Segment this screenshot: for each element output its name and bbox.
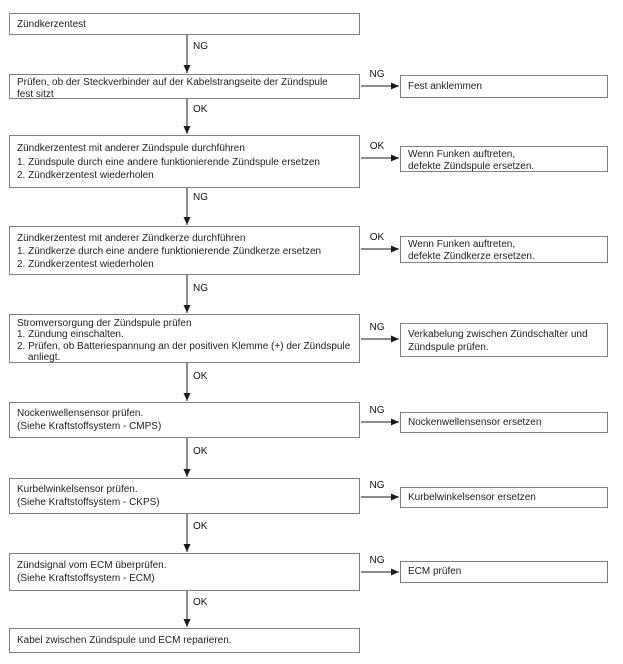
step-line: (Siehe Kraftstoffsystem - CKPS)	[17, 497, 160, 508]
step-line: fest sitzt	[17, 89, 54, 100]
vertical-connector-label: OK	[193, 521, 208, 532]
horizontal-connector-label: OK	[369, 141, 385, 152]
vertical-connector-label: OK	[193, 446, 208, 457]
horizontal-connector-label: NG	[369, 555, 385, 566]
step-test-andere-zuendspule	[9, 135, 360, 188]
result-line: Fest anklemmen	[408, 81, 482, 92]
step-line: (Siehe Kraftstoffsystem - CMPS)	[17, 421, 162, 432]
step-line: Zündsignal vom ECM überprüfen.	[17, 560, 167, 571]
horizontal-connector-label: NG	[369, 322, 385, 333]
step-nockenwellensensor-pruefen	[9, 402, 360, 438]
step-line: 1. Zündung einschalten.	[17, 329, 124, 341]
step-line: anliegt.	[28, 352, 61, 364]
result-fest-anklemmen	[400, 75, 608, 98]
vertical-connector-label: NG	[193, 192, 208, 203]
vertical-connector-label: NG	[193, 41, 208, 52]
result-verkabelung-pruefen	[400, 323, 608, 357]
step-line: 1. Zündspule durch eine andere funktionierende Zündspule ersetzen	[17, 156, 320, 168]
step-line: Zündkerzentest mit anderer Zündspule durchführen	[17, 143, 245, 154]
result-line: Wenn Funken auftreten,	[408, 149, 516, 160]
result-zuendkerze-ersetzen	[400, 236, 608, 263]
result-line: Wenn Funken auftreten,	[408, 239, 516, 250]
step-line: 2. Zündkerzentest wiederholen	[17, 259, 154, 270]
step-line: Kabel zwischen Zündspule und ECM reparieren.	[17, 635, 232, 646]
step-line: Kurbelwinkelsensor prüfen.	[17, 484, 138, 495]
step-line: (Siehe Kraftstoffsystem - ECM)	[17, 573, 155, 584]
step-kabel-reparieren	[9, 628, 360, 653]
horizontal-connector-label: NG	[369, 405, 385, 416]
step-kurbelwinkelsensor-pruefen	[9, 478, 360, 514]
step-line: Nockenwellensensor prüfen.	[17, 408, 144, 419]
step-test-andere-zuendkerze	[9, 226, 360, 275]
vertical-connector-label: NG	[193, 283, 208, 294]
result-line: Zündspule prüfen.	[408, 342, 489, 353]
step-line: Zündkerzentest	[17, 19, 86, 30]
vertical-connector-label: OK	[193, 104, 208, 115]
result-line: defekte Zündkerze ersetzen.	[408, 250, 535, 262]
step-zuendkerzentest	[9, 13, 360, 35]
step-line: Zündkerzentest mit anderer Zündkerze durchführen	[17, 233, 246, 244]
result-line: Kurbelwinkelsensor ersetzen	[408, 492, 536, 503]
result-line: Verkabelung zwischen Zündschalter und	[408, 329, 588, 340]
step-line: 1. Zündkerze durch eine andere funktionierende Zündkerze ersetzen	[17, 246, 322, 257]
horizontal-connector-label: NG	[369, 480, 385, 491]
step-steckverbinder-pruefen	[9, 74, 360, 99]
result-nockenwellensensor-ersetzen	[400, 412, 608, 433]
step-stromversorgung-pruefen	[9, 314, 360, 363]
result-ecm-pruefen	[400, 561, 608, 583]
step-zuendsignal-ecm-pruefen	[9, 553, 360, 591]
result-zuendspule-ersetzen	[400, 146, 608, 172]
result-line: Nockenwellensensor ersetzen	[408, 417, 542, 428]
result-line: ECM prüfen	[408, 566, 462, 577]
result-kurbelwinkelsensor-ersetzen	[400, 487, 608, 508]
step-line: Stromversorgung der Zündspule prüfen	[17, 318, 192, 329]
vertical-connector-label: OK	[193, 597, 208, 608]
horizontal-connector-label: NG	[369, 69, 385, 80]
result-line: defekte Zündspule ersetzen.	[408, 160, 535, 172]
step-line: Prüfen, ob der Steckverbinder auf der Kabelstrangseite der Zündspule	[17, 77, 328, 88]
step-line: 2. Prüfen, ob Batteriespannung an der positiven Klemme (+) der Zündspule	[17, 340, 351, 352]
vertical-connector-label: OK	[193, 371, 208, 382]
step-line: 2. Zündkerzentest wiederholen	[17, 170, 154, 181]
horizontal-connector-label: OK	[369, 232, 385, 243]
